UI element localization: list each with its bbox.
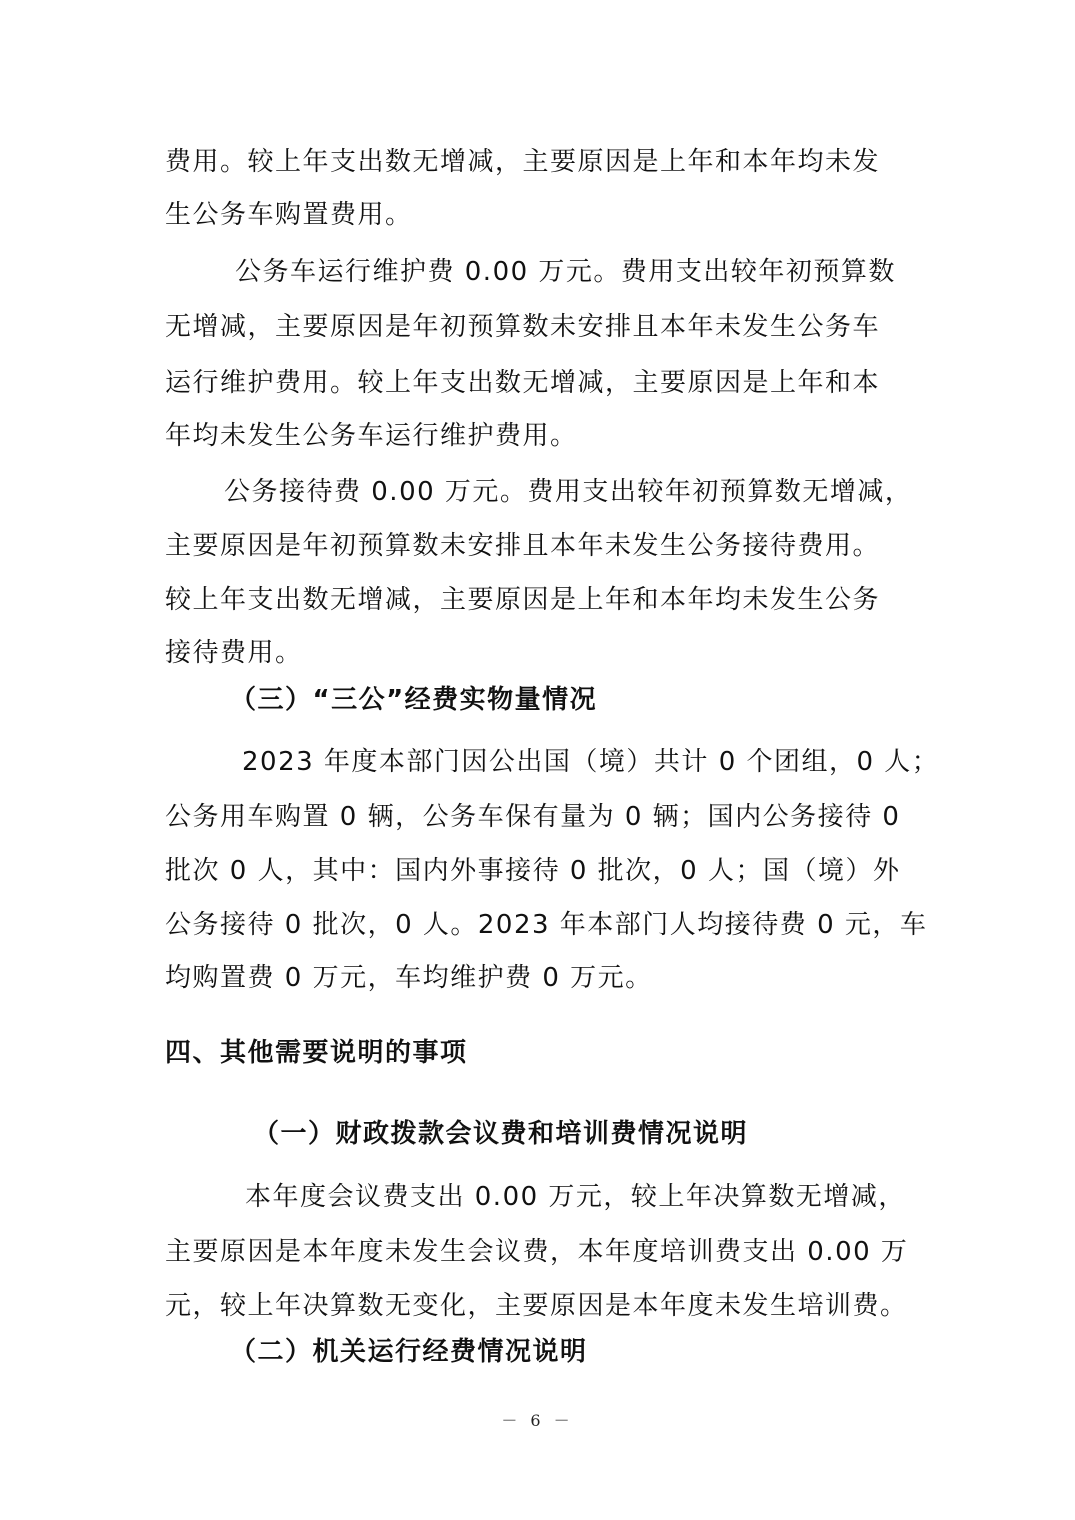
body-text-line: 生公务车购置费用。 (165, 200, 413, 230)
body-text-line: 主要原因是年初预算数未安排且本年未发生公务接待费用。 (165, 531, 881, 561)
body-text-line: 公务接待费 0.00 万元。费用支出较年初预算数无增减， (224, 477, 913, 507)
body-text-line: 较上年支出数无增减，主要原因是上年和本年均未发生公务 (165, 585, 881, 615)
body-text-line: 运行维护费用。较上年支出数无增减，主要原因是上年和本 (165, 368, 881, 398)
chapter-heading: 四、其他需要说明的事项 (165, 1038, 468, 1068)
section-heading: （二）机关运行经费情况说明 (230, 1337, 588, 1367)
body-text-line: 接待费用。 (165, 638, 303, 668)
body-text-line: 本年度会议费支出 0.00 万元，较上年决算数无增减， (245, 1182, 906, 1212)
page-number: － 6 － (501, 1411, 574, 1430)
body-text-line: 2023 年度本部门因公出国（境）共计 0 个团组，0 人； (242, 747, 940, 777)
body-text-line: 元，较上年决算数无变化，主要原因是本年度未发生培训费。 (165, 1291, 908, 1321)
body-text-line: 主要原因是本年度未发生会议费，本年度培训费支出 0.00 万 (165, 1237, 909, 1267)
body-text-line: 年均未发生公务车运行维护费用。 (165, 421, 578, 451)
section-heading: （一）财政拨款会议费和培训费情况说明 (253, 1119, 749, 1149)
body-text-line: 公务车运行维护费 0.00 万元。费用支出较年初预算数 (235, 257, 896, 287)
body-text-line: 公务用车购置 0 辆，公务车保有量为 0 辆；国内公务接待 0 (165, 802, 901, 832)
body-text-line: 公务接待 0 批次，0 人。2023 年本部门人均接待费 0 元，车 (165, 910, 928, 940)
body-text-line: 批次 0 人，其中：国内外事接待 0 批次，0 人；国（境）外 (165, 856, 901, 886)
body-text-line: 均购置费 0 万元，车均维护费 0 万元。 (165, 963, 653, 993)
body-text-line: 费用。较上年支出数无增减，主要原因是上年和本年均未发 (165, 147, 881, 177)
section-heading: （三）“三公”经费实物量情况 (230, 685, 598, 715)
body-text-line: 无增减，主要原因是年初预算数未安排且本年未发生公务车 (165, 312, 881, 342)
